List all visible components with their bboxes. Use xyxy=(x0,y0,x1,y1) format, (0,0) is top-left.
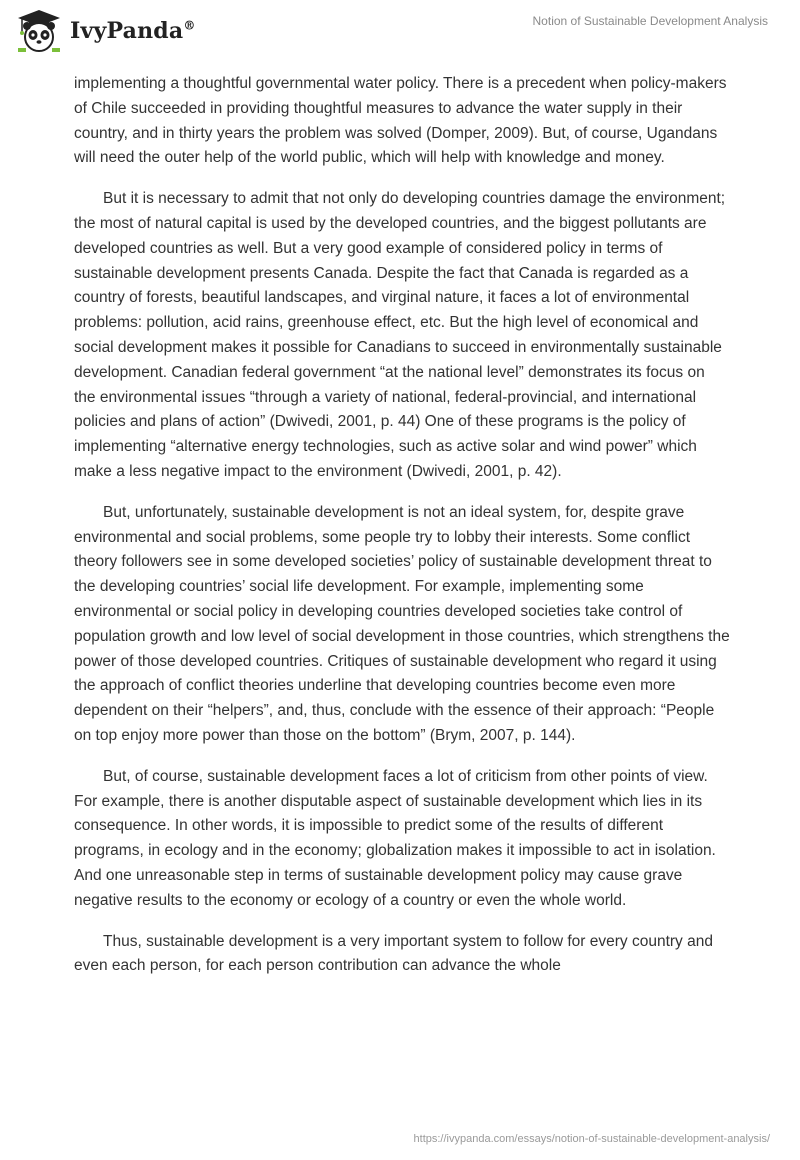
panda-graduate-icon xyxy=(14,8,64,54)
paragraph-3: But, unfortunately, sustainable development is not an ideal system, for, despite grave environmental and social problems, some people try to lobby their interests. Some conflict theory followers see in some developed societies’ policy of sustainable development threat to the developing countries’ social life development. For example, implementing some environmental or social policy in developing countries developed societies take control of population growth and low level of social development in those countries, which strengthens the power of those developed countries. Critiques of sustainable development who regard it using the approach of conflict theories underline that developing countries become even more dependent on their “helpers”, and, thus, conclude with the essence of their approach: “People on top enjoy more power than those on the bottom” (Brym, 2007, p. 144). xyxy=(74,503,730,744)
logo[interactable] xyxy=(14,8,196,54)
logo-text: IvyPanda® xyxy=(70,18,196,44)
paragraph-2: But it is necessary to admit that not only do developing countries damage the environment; the most of natural capital is used by the developed countries, and the biggest pollutants are developed countries as well. But a very good example of considered policy in terms of sustainable development presents Canada. Despite the fact that Canada is regarded as a country of forests, beautiful landscapes, and virginal nature, it faces a lot of environmental problems: pollution, acid rains, greenhouse effect, etc. But the high level of economical and social development makes it possible for Canadians to succeed in environmentally sustainable development. Canadian federal government “at the national level” demonstrates its focus on the environmental issues “through a variety of national, federal-provincial, and international policies and plans of action” (Dwivedi, 2001, p. 44) One of these programs is the policy of implementing “alternative energy technologies, such as active solar and wind power” which make a less negative impact to the environment (Dwivedi, 2001, p. 42). xyxy=(74,190,726,480)
source-url[interactable]: https://ivypanda.com/essays/notion-of-sustainable-development-analysis/ xyxy=(413,1133,770,1145)
page-header xyxy=(0,0,800,70)
paragraph-4: But, of course, sustainable development faces a lot of criticism from other points of view. For example, there is another disputable aspect of sustainable development which lies in its consequence. In other words, it is impossible to predict some of the results of different programs, in ecology and in the economy; globalization makes it impossible to act in isolation. And one unreasonable step in terms of sustainable development policy may cause grave negative results to the economy or ecology of a country or even the whole world. xyxy=(74,767,716,909)
document-title: Notion of Sustainable Development Analysis xyxy=(532,14,768,28)
paragraph-5: Thus, sustainable development is a very important system to follow for every country and even each person, for each person contribution can advance the whole xyxy=(74,932,713,975)
essay-body xyxy=(74,72,730,995)
paragraph-1: implementing a thoughtful governmental water policy. There is a precedent when policy-makers of Chile succeeded in providing thoughtful measures to advance the water supply in their country, and in thirty years the problem was solved (Domper, 2009). But, of course, Ugandans will need the outer help of the world public, which will help with knowledge and money. xyxy=(74,75,727,167)
